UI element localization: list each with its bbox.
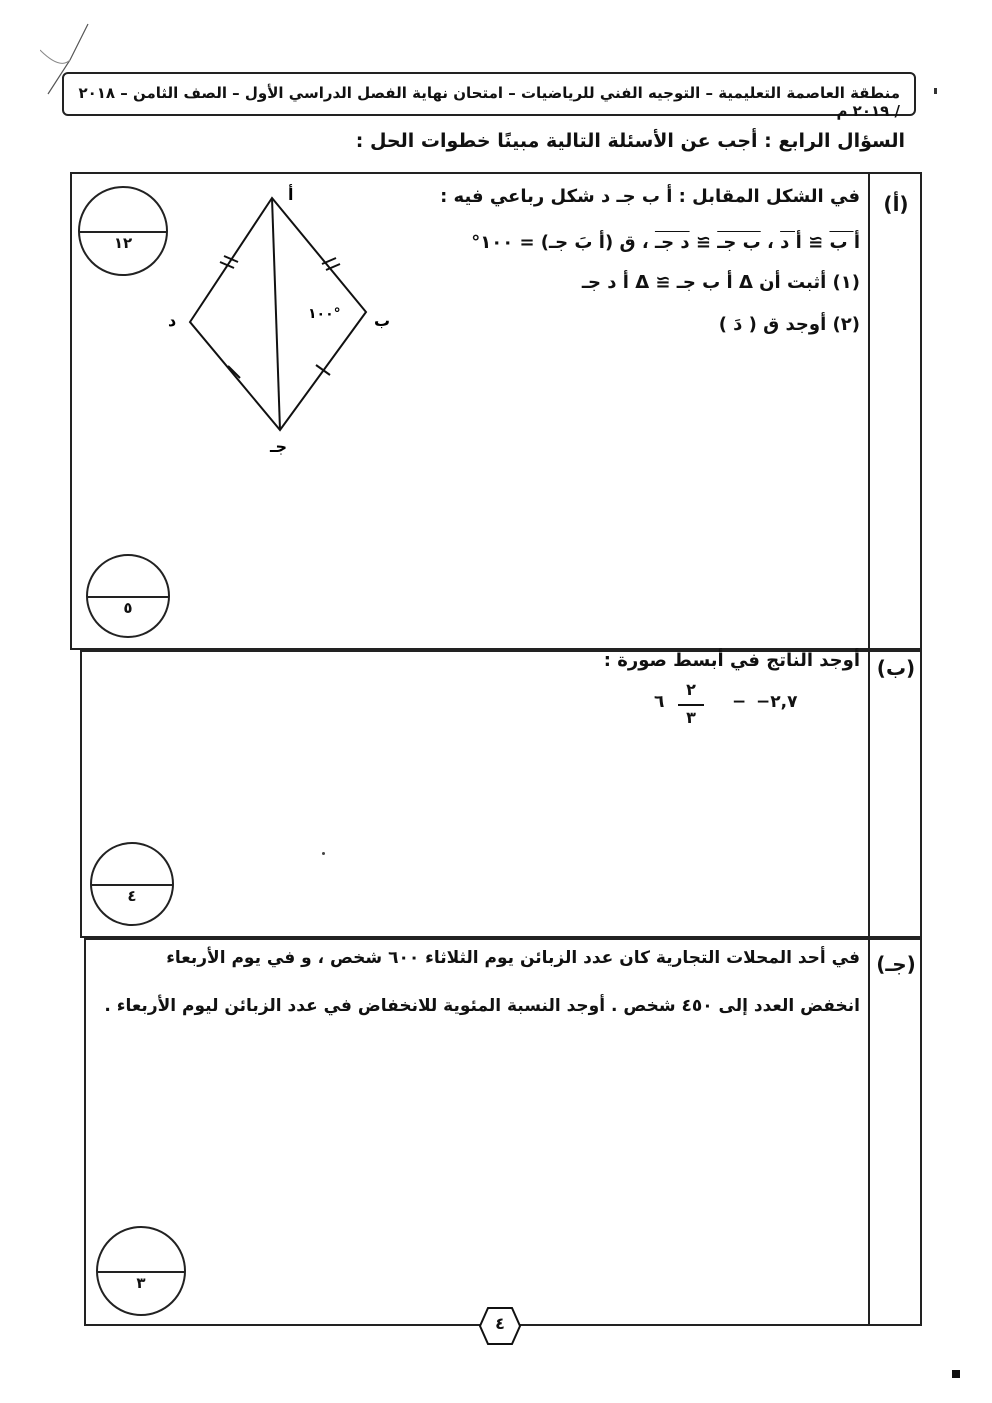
score-a-bottom-value: ٥ (123, 599, 133, 618)
segment-ab: أ ب (829, 232, 860, 253)
edge-mark-bottom (952, 1370, 960, 1378)
vertex-a-label: أ (288, 185, 294, 204)
mixed-whole: ٦ (654, 692, 665, 712)
congruent-symbol-1: ≅ (808, 232, 824, 253)
segment-dc: د جـ (654, 232, 690, 253)
quadrilateral-figure (160, 180, 420, 460)
score-b-value: ٤ (127, 887, 137, 906)
question-c-label: (جـ) (876, 952, 916, 976)
angle-given: ق (أ بَ جـ) = ١٠٠° (471, 232, 636, 253)
question-a-part-1: (١) أثبت أن Δ أ ب جـ ≅ Δ أ د جـ (581, 272, 860, 293)
diagonal-ac (272, 198, 280, 430)
question-a-label: (أ) (883, 192, 909, 216)
vertex-c-label: جـ (270, 437, 287, 456)
score-a-top-value: ١٢ (113, 234, 133, 253)
question-b-prompt: أوجد الناتج في أبسط صورة : (603, 650, 860, 671)
vertex-d-label: د (168, 311, 177, 330)
expr-minus: − (732, 692, 747, 712)
expr-left: −٢,٧ (756, 692, 798, 712)
fraction-denominator: ٣ (686, 708, 696, 727)
question-a-given (360, 232, 860, 262)
question-b-divider (868, 650, 870, 938)
tick-bc (316, 365, 330, 375)
question-a-intro: في الشكل المقابل : أ ب جـ د شكل رباعي فيه : (440, 186, 860, 207)
question-b-label: (ب) (876, 656, 916, 680)
fraction-numerator: ٢ (686, 680, 696, 699)
question-c-divider (868, 938, 870, 1326)
speck (322, 852, 325, 855)
vertex-b-label: ب (374, 311, 391, 330)
page-number: ٤ (495, 1314, 505, 1333)
score-circle-a-top (78, 186, 168, 276)
score-circle-a-bottom (86, 554, 170, 638)
instruction: السؤال الرابع : أجب عن الأسئلة التالية مبينًا خطوات الحل : (355, 130, 905, 152)
edge-mark-top (934, 88, 937, 94)
header-title: منطقة العاصمة التعليمية – التوجيه الفني للرياضيات – امتحان نهاية الفصل الدراسي الأول – الصف الثامن – ٢٠١٨ / ٢٠١٩ م (78, 84, 900, 120)
score-circle-c (96, 1226, 186, 1316)
angle-b-label: ١٠٠° (308, 306, 341, 322)
segment-bc: ب جـ (717, 232, 761, 253)
question-c-line-1: في أحد المحلات التجارية كان عدد الزبائن يوم الثلاثاء ٦٠٠ شخص ، و في يوم الأربعاء (166, 948, 860, 968)
question-a-part-2: (٢) أوجد ق ( دَ ) (718, 314, 860, 335)
question-c-line-2: انخفض العدد إلى ٤٥٠ شخص . أوجد النسبة المئوية للانخفاض في عدد الزبائن ليوم الأربعاء . (104, 996, 860, 1016)
score-c-value: ٣ (136, 1274, 146, 1293)
question-a-divider (868, 172, 870, 650)
segment-ad: أ د (780, 232, 802, 253)
comma-2: ، (641, 232, 649, 253)
comma-1: ، (767, 232, 774, 253)
fraction-bar (678, 704, 704, 706)
score-circle-b (90, 842, 174, 926)
congruent-symbol-2: ≅ (695, 232, 711, 253)
